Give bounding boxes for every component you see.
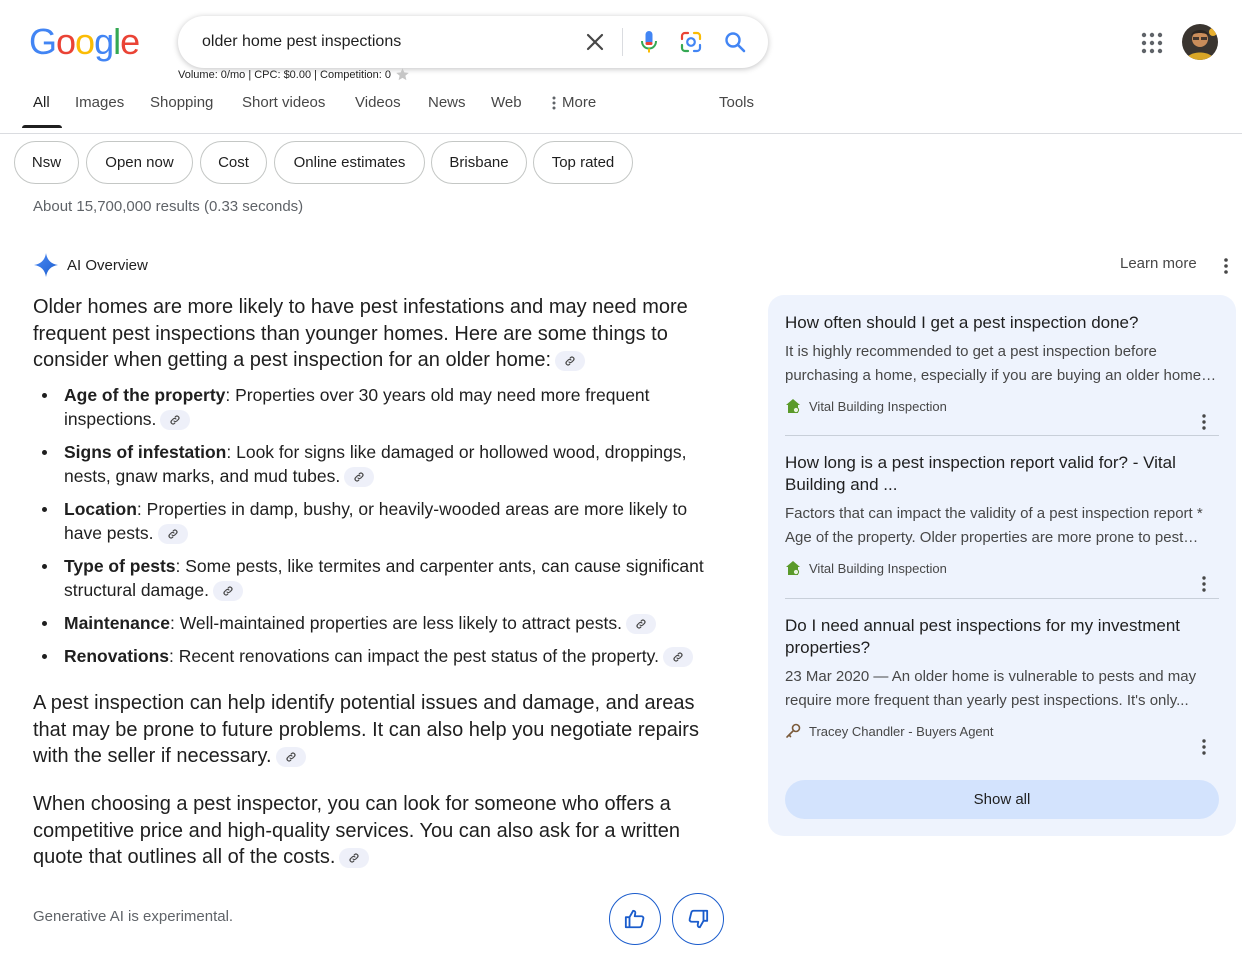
- list-item: [33, 383, 723, 431]
- bullet-term: Maintenance: [64, 613, 170, 633]
- bullet-text: : Recent renovations can impact the pest status of the property.: [169, 646, 659, 666]
- citation-link-icon[interactable]: [160, 410, 190, 430]
- list-item: [33, 644, 723, 668]
- chip-brisbane[interactable]: Brisbane: [431, 141, 527, 184]
- citation-link-icon[interactable]: [213, 581, 243, 601]
- bullet-term: Location: [64, 499, 137, 519]
- source-site: [785, 721, 1219, 741]
- bullet-term: Type of pests: [64, 556, 176, 576]
- close-icon[interactable]: [582, 29, 608, 55]
- ai-paragraph-2: [33, 690, 723, 770]
- chip-cost[interactable]: Cost: [200, 141, 267, 184]
- ai-paragraph-3-text: When choosing a pest inspector, you can look for someone who offers a competitive price and high-quality services. You can also ask for a written quote that outlines all of the costs.: [33, 793, 681, 868]
- star-icon[interactable]: [395, 67, 410, 82]
- tab-news[interactable]: News: [428, 94, 466, 111]
- bullet-term: Signs of infestation: [64, 442, 227, 462]
- search-tabs: [0, 86, 1242, 134]
- sparkle-icon: [33, 252, 59, 278]
- bullet-text: : Look for signs like damaged or hollowed wood, droppings, nests, gnaw marks, and mud tubes.: [64, 442, 687, 486]
- source-site-name: Tracey Chandler - Buyers Agent: [809, 723, 994, 739]
- tab-all[interactable]: All: [33, 94, 50, 111]
- seo-metrics: [178, 67, 410, 82]
- ai-overview-header: [33, 252, 148, 278]
- source-card[interactable]: [785, 615, 1219, 741]
- search-box: [178, 16, 768, 68]
- bullet-text: : Properties in damp, bushy, or heavily-wooded areas are more likely to have pests.: [64, 499, 688, 543]
- ai-paragraph-2-text: A pest inspection can help identify potential issues and damage, and areas that may be prone to future problems. It can also help you negotiate repairs with the seller if necessary.: [33, 692, 699, 767]
- tab-web[interactable]: Web: [491, 94, 522, 111]
- learn-more-link[interactable]: Learn more: [1120, 255, 1197, 272]
- ai-paragraph-3: [33, 791, 723, 871]
- source-card[interactable]: [785, 312, 1219, 416]
- more-vert-icon: [552, 96, 556, 110]
- citation-link-icon[interactable]: [555, 351, 585, 371]
- source-site-name: Vital Building Inspection: [809, 398, 947, 414]
- more-vert-icon[interactable]: [1218, 256, 1234, 276]
- results-stats: About 15,700,000 results (0.33 seconds): [33, 198, 304, 215]
- source-site-name: Vital Building Inspection: [809, 560, 947, 576]
- search-icon[interactable]: [722, 29, 748, 55]
- thumbs-down-icon: [687, 908, 709, 930]
- lens-icon[interactable]: [678, 29, 704, 55]
- sources-panel: [768, 295, 1236, 836]
- list-item: [33, 554, 723, 602]
- generative-ai-note: Generative AI is experimental.: [33, 908, 234, 925]
- search-divider: [622, 28, 623, 56]
- chip-top-rated[interactable]: Top rated: [533, 141, 633, 184]
- chip-nsw[interactable]: Nsw: [14, 141, 79, 184]
- key-favicon-icon: [785, 723, 801, 739]
- source-divider: [785, 598, 1219, 599]
- thumbs-up-icon: [624, 908, 646, 930]
- more-vert-icon[interactable]: [1197, 575, 1211, 593]
- source-title[interactable]: How long is a pest inspection report valid for? - Vital Building and ...: [785, 453, 1176, 494]
- mic-icon[interactable]: [636, 29, 662, 55]
- source-site: [785, 396, 1219, 416]
- house-favicon-icon: [785, 398, 801, 414]
- seo-metrics-text: Volume: 0/mo | CPC: $0.00 | Competition: 0: [178, 68, 391, 81]
- source-card[interactable]: [785, 452, 1219, 578]
- thumbs-up-button[interactable]: [609, 893, 661, 945]
- citation-link-icon[interactable]: [158, 524, 188, 544]
- more-vert-icon[interactable]: [1197, 738, 1211, 756]
- more-vert-icon[interactable]: [1197, 413, 1211, 431]
- list-item: [33, 440, 723, 488]
- chip-online-estimates[interactable]: Online estimates: [274, 141, 425, 184]
- citation-link-icon[interactable]: [626, 614, 656, 634]
- thumbs-down-button[interactable]: [672, 893, 724, 945]
- citation-link-icon[interactable]: [344, 467, 374, 487]
- source-title[interactable]: How often should I get a pest inspection done?: [785, 313, 1139, 332]
- ai-intro-text: Older homes are more likely to have pest infestations and may need more frequent pest inspections than younger homes. Here are some things to consider when getting a pest inspection for an older home:: [33, 296, 688, 371]
- source-divider: [785, 435, 1219, 436]
- tab-short-videos[interactable]: Short videos: [242, 94, 326, 111]
- bullet-text: : Some pests, like termites and carpenter ants, can cause significant structural damage.: [64, 556, 704, 600]
- show-all-button[interactable]: Show all: [785, 780, 1219, 819]
- tab-more-label: More: [562, 94, 597, 111]
- house-favicon-icon: [785, 560, 801, 576]
- ai-intro-paragraph: [33, 294, 723, 374]
- tab-more[interactable]: [552, 94, 596, 111]
- bullet-text: : Well-maintained properties are less likely to attract pests.: [170, 613, 622, 633]
- citation-link-icon[interactable]: [276, 747, 306, 767]
- active-tab-indicator: [22, 125, 62, 128]
- source-snippet: It is highly recommended to get a pest inspection before purchasing a home, especially if you are buying an older home or: [785, 343, 1219, 384]
- bullet-term: Renovations: [64, 646, 170, 666]
- bullet-text: : Properties over 30 years old may need more frequent inspections.: [64, 385, 650, 429]
- source-snippet: Factors that can impact the validity of a pest inspection report * Age of the property. Older properties are more prone to pest: [785, 505, 1203, 546]
- apps-grid-icon[interactable]: [1140, 31, 1164, 55]
- tab-videos[interactable]: Videos: [355, 94, 401, 111]
- source-title[interactable]: Do I need annual pest inspections for my investment properties?: [785, 616, 1180, 657]
- source-site: [785, 558, 1219, 578]
- citation-link-icon[interactable]: [663, 647, 693, 667]
- tab-shopping[interactable]: Shopping: [150, 94, 214, 111]
- ai-bullet-list: [33, 383, 723, 677]
- tab-images[interactable]: Images: [75, 94, 125, 111]
- tab-tools[interactable]: Tools: [719, 94, 755, 111]
- source-snippet: 23 Mar 2020 — An older home is vulnerable to pests and may require more frequent than yearly pest inspections. It's only...: [785, 668, 1197, 709]
- google-logo[interactable]: Google: [29, 21, 140, 62]
- bullet-term: Age of the property: [64, 385, 226, 405]
- ai-overview-title: AI Overview: [67, 256, 148, 274]
- chip-open-now[interactable]: Open now: [86, 141, 193, 184]
- avatar[interactable]: [1182, 24, 1218, 60]
- list-item: [33, 497, 723, 545]
- list-item: [33, 611, 723, 635]
- citation-link-icon[interactable]: [339, 848, 369, 868]
- search-input[interactable]: [200, 30, 580, 54]
